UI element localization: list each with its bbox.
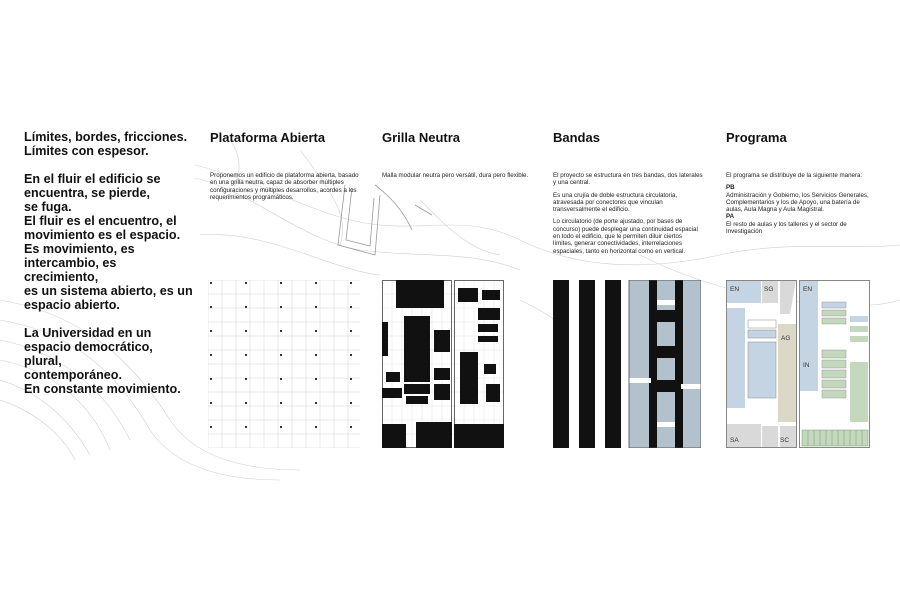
structural-column: [210, 354, 212, 356]
structural-column: [245, 330, 247, 332]
structural-column: [315, 282, 317, 284]
structural-column: [245, 426, 247, 428]
label-sg: SG: [764, 286, 774, 293]
structural-column: [280, 378, 282, 380]
structural-column: [315, 426, 317, 428]
bandas-three-bands: [553, 280, 621, 448]
structural-column: [210, 306, 212, 308]
structural-column: [245, 402, 247, 404]
manifesto-paragraph-3: La Universidad en un espacio democrático, plural, contemporáneo. En constante movimiento.: [24, 326, 181, 396]
structural-column: [315, 354, 317, 356]
programa-title: Programa: [726, 130, 787, 145]
bandas-text-3: Lo circulatorio (de porte ajustado, por bases de concurso) puede desplegar una continuidad espacial en todo el edificio, que le permiten diluir ciertos límites, generar conectividades, interrelaciones espaciales, tanto en horizontal como en vertical.: [553, 218, 698, 255]
plataforma-gridlines: [208, 280, 360, 448]
structural-column: [210, 402, 212, 404]
structural-column: [245, 306, 247, 308]
structural-column: [280, 402, 282, 404]
structural-column: [350, 378, 352, 380]
label-in: IN: [803, 362, 810, 369]
grilla-title: Grilla Neutra: [382, 130, 461, 145]
structural-column: [210, 426, 212, 428]
manifesto-text: [24, 130, 194, 410]
column-plataforma: [210, 130, 360, 201]
programa-pb-text: Administración y Gobierno, los Servicios Generales, Complementarios y los de Apoyo, una batería de aulas, Aula Magna y Aula Magistral.: [726, 191, 869, 214]
manifesto-paragraph-2: En el fluir el edificio se encuentra, se pierde, se fuga. El fluir es el encuentro, el movimiento es el espacio. Es movimiento, es intercambio, es crecimiento, es un sistema abierto, es un espacio abierto.: [24, 172, 193, 312]
programa-pa-text: El resto de aulas y los talleres y el sector de Investigación: [726, 220, 847, 236]
structural-column: [280, 354, 282, 356]
bandas-diagram: [553, 280, 701, 448]
bandas-title: Bandas: [553, 130, 600, 145]
programa-plan-pb: [727, 281, 797, 448]
manifesto-paragraph-1: Límites, bordes, fricciones. Límites con espesor.: [24, 130, 188, 158]
structural-column: [350, 426, 352, 428]
column-programa: [726, 130, 876, 236]
structural-column: [210, 378, 212, 380]
programa-intro: El programa se distribuye de la siguiente manera:: [726, 172, 863, 179]
structural-column: [350, 330, 352, 332]
structural-column: [350, 354, 352, 356]
label-en-pb: EN: [730, 286, 740, 293]
plataforma-text: Proponemos un edificio de plataforma abierta, basado en una grilla neutra, capaz de absorber múltiples configuraciones y múltiples desarrollos, acordes a los requerimientos programáticos.: [210, 172, 359, 201]
structural-column: [315, 306, 317, 308]
programa-diagram: [726, 280, 870, 448]
programa-pb-title: PB: [726, 184, 735, 192]
structural-column: [350, 402, 352, 404]
structural-column: [280, 306, 282, 308]
structural-column: [315, 330, 317, 332]
plataforma-title: Plataforma Abierta: [210, 130, 326, 145]
structural-column: [350, 282, 352, 284]
column-grilla: [382, 130, 532, 179]
structural-column: [280, 426, 282, 428]
programa-pa-title: PA: [726, 213, 735, 221]
structural-column: [210, 282, 212, 284]
bandas-text-2: Es una crujía de doble estructura circulatoria, atravesada por conectores que vinculan transversalmente el edificio.: [553, 191, 678, 214]
structural-column: [280, 330, 282, 332]
bandas-text-1: El proyecto se estructura en tres bandas, dos laterales y una central.: [553, 172, 703, 187]
programa-plan-pa: [800, 281, 870, 448]
structural-column: [350, 306, 352, 308]
label-sc: SC: [780, 437, 790, 444]
structural-column: [245, 354, 247, 356]
structural-column: [315, 402, 317, 404]
structural-column: [315, 378, 317, 380]
bandas-connectors-plan: [629, 280, 701, 448]
label-ag: AG: [781, 335, 791, 342]
label-sa: SA: [730, 437, 739, 444]
structural-column: [245, 282, 247, 284]
label-en-pa: EN: [803, 286, 813, 293]
grilla-neutra-diagram: [382, 280, 504, 448]
plataforma-grid-diagram: [208, 280, 360, 448]
structural-column: [280, 282, 282, 284]
structural-column: [245, 378, 247, 380]
grilla-text: Malla modular neutra pero versátil, dura pero flexible.: [382, 172, 529, 179]
column-bandas: [553, 130, 703, 255]
structural-column: [210, 330, 212, 332]
